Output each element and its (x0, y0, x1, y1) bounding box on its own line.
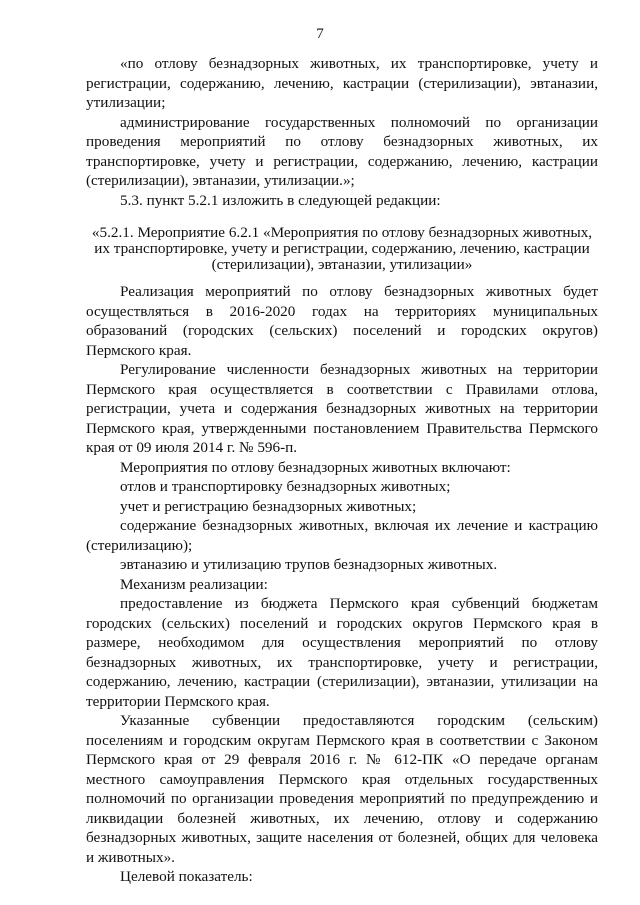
main-text-block (86, 282, 598, 887)
paragraph-main-3: Мероприятия по отлову безнадзорных животных включают: (120, 458, 511, 476)
paragraph-top-1: «по отлову безнадзорных животных, их транспортировке, учету и регистрации, содержанию, лечению, кастрации (стерилизации), эвтаназии, утилизации; (86, 55, 598, 111)
paragraph-main-11: Целевой показатель: (120, 868, 253, 885)
paragraph-main-1: Реализация мероприятий по отлову безнадзорных животных будет осуществляться в 2016-2020 годах на территориях муниципальных образований (городских (сельских) поселений и городских округов) Пермского края. (86, 283, 598, 359)
top-text-block (86, 54, 598, 210)
paragraph-top-2: администрирование государственных полномочий по организации проведения мероприятий по отлову безнадзорных животных, их транспортировке, учету и регистрации, содержанию, лечению, кастрации (стерилизации), эвтаназии, утилизации.»; (86, 113, 598, 189)
paragraph-main-8: Механизм реализации: (120, 575, 268, 593)
paragraph-main-9: предоставление из бюджета Пермского края субвенций бюджетам городских (сельских) поселений и городских округов Пермского края в размере, необходимом для осуществления мероприятий по отлову безнадзорных животных, их транспортировке, учету и регистрации, содержанию, лечению, кастрации (стерилизации), эвтаназии, утилизации на территории Пермского края. (86, 595, 598, 710)
section-heading: «5.2.1. Мероприятие 6.2.1 «Мероприятия по отлову безнадзорных животных, их транспортировке, учету и регистрации, содержанию, лечению, кастрации (стерилизации), эвтаназии, утилизации» (91, 224, 593, 273)
paragraph-top-3: 5.3. пункт 5.2.1 изложить в следующей редакции: (120, 191, 441, 209)
paragraph-main-7: эвтаназию и утилизацию трупов безнадзорных животных. (120, 556, 498, 573)
paragraph-main-2: Регулирование численности безнадзорных животных на территории Пермского края осуществляется в соответствии с Правилами отлова, регистрации, учета и содержания безнадзорных животных на территории Пермского края, утвержденными постановлением Правительства Пермского края от 09 июля 2014 г. № 596-п. (86, 361, 598, 456)
page-number: 7 (316, 26, 324, 42)
paragraph-main-6: содержание безнадзорных животных, включая их лечение и кастрацию (стерилизацию); (86, 517, 598, 554)
paragraph-main-4: отлов и транспортировку безнадзорных животных; (120, 478, 451, 495)
paragraph-main-10: Указанные субвенции предоставляются городским (сельским) поселениям и городским округам Пермского края в соответствии с Законом Пермского края от 29 февраля 2016 г. № 612-ПК «О передаче органам местного самоуправления Пермского края отдельных государственных полномочий по организации проведения мероприятий по предупреждению и ликвидации болезней животных, их лечению, отлову и содержанию безнадзорных животных, защите населения от болезней, общих для человека и животных». (86, 712, 598, 866)
paragraph-main-5: учет и регистрацию безнадзорных животных; (120, 497, 417, 515)
